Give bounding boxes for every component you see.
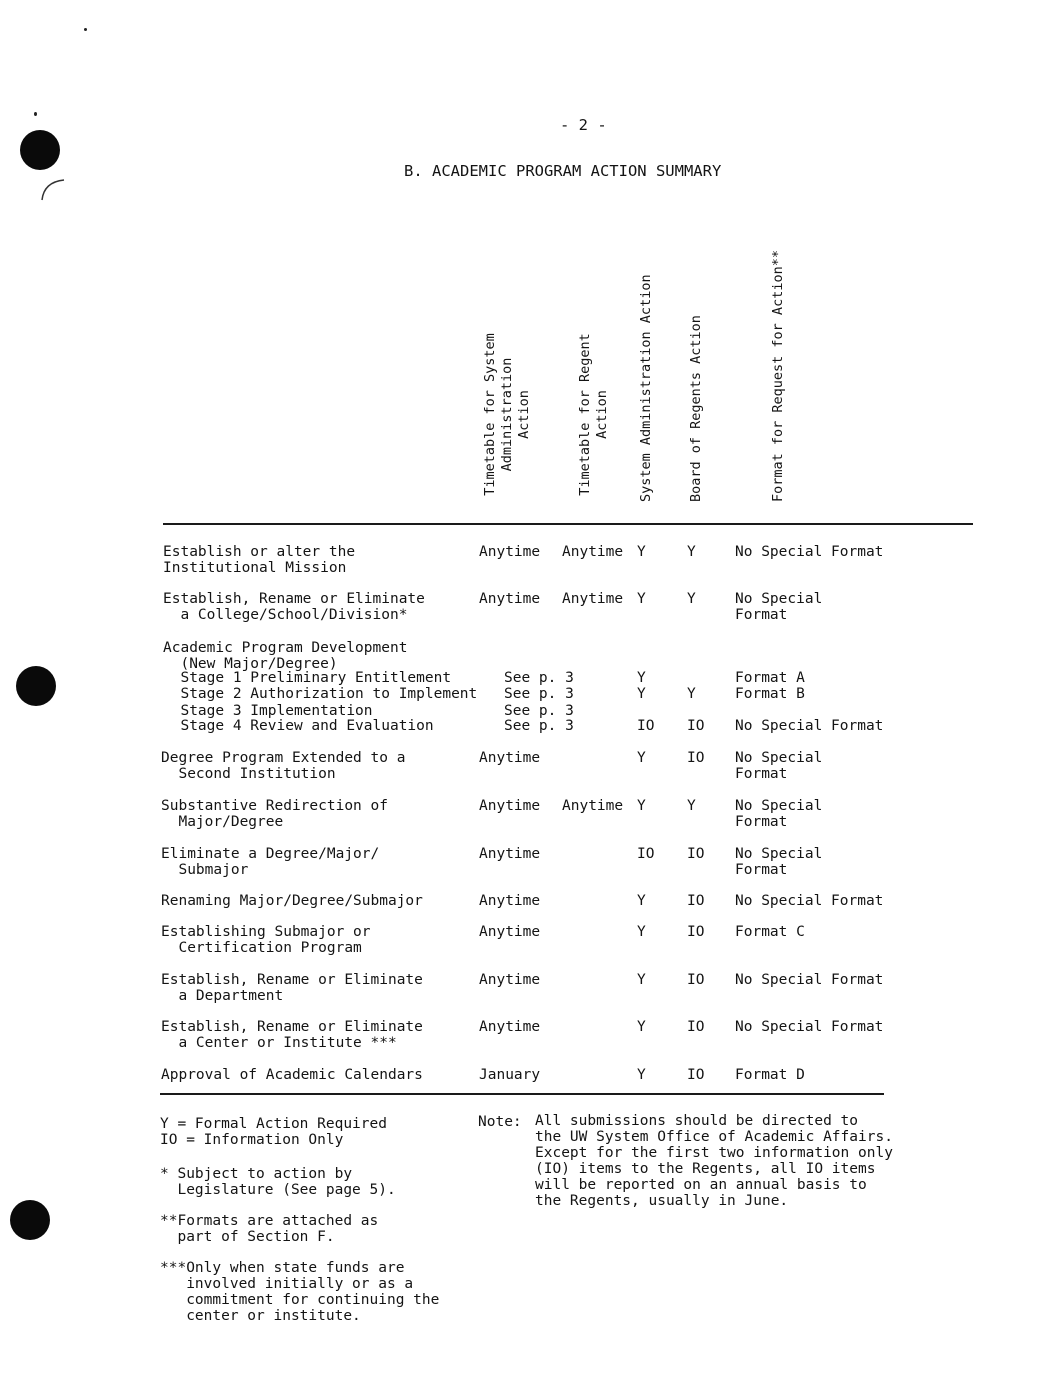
scan-mark: [40, 172, 70, 202]
format-cell: Format B: [735, 686, 805, 702]
timetable-regent-cell: Anytime: [562, 798, 624, 814]
note-label: Note:: [478, 1114, 522, 1130]
row-label: Establish, Rename or Eliminate a College/School/Division*: [163, 591, 425, 623]
page-number: - 2 -: [560, 116, 607, 134]
timetable-system-cell: Anytime: [479, 544, 541, 560]
regents-action-cell: IO: [687, 750, 705, 766]
row-label: Renaming Major/Degree/Submajor: [161, 893, 423, 909]
system-action-cell: Y: [637, 544, 646, 560]
regents-action-cell: IO: [687, 972, 705, 988]
regents-action-cell: IO: [687, 1019, 705, 1035]
regents-action-cell: Y: [687, 798, 696, 814]
footnote-single-star: * Subject to action by Legislature (See page 5).: [160, 1166, 396, 1198]
system-action-cell: Y: [637, 893, 646, 909]
timetable-system-cell: Anytime: [479, 1019, 541, 1035]
format-cell: No Special Format: [735, 798, 823, 830]
system-action-cell: Y: [637, 1067, 646, 1083]
legend-y-io: Y = Formal Action Required IO = Information Only: [160, 1116, 387, 1148]
regents-action-cell: IO: [687, 846, 705, 862]
scan-speck: [34, 112, 37, 116]
format-cell: No Special Format: [735, 544, 884, 560]
row-label: Stage 2 Authorization to Implement: [163, 686, 478, 702]
regents-action-cell: IO: [687, 718, 705, 734]
row-label: Approval of Academic Calendars: [161, 1067, 423, 1083]
col-header-format: Format for Request for Action**: [770, 250, 786, 502]
format-cell: Format D: [735, 1067, 805, 1083]
row-label: Stage 3 Implementation: [163, 703, 373, 719]
row-label: Substantive Redirection of Major/Degree: [161, 798, 388, 830]
timetable-system-cell: See p. 3: [504, 703, 574, 719]
format-cell: No Special Format: [735, 893, 884, 909]
timetable-system-cell: See p. 3: [504, 718, 574, 734]
timetable-system-cell: Anytime: [479, 591, 541, 607]
system-action-cell: Y: [637, 972, 646, 988]
system-action-cell: Y: [637, 591, 646, 607]
system-action-cell: Y: [637, 798, 646, 814]
col-header-regents-action: Board of Regents Action: [688, 315, 704, 502]
note-text: All submissions should be directed to the UW System Office of Academic Affairs. Except for the first two information only (IO) items to the Regents, all IO items will be reported on an annual basis to the Regents, usually in June.: [535, 1113, 893, 1209]
regents-action-cell: Y: [687, 591, 696, 607]
row-label: Establish, Rename or Eliminate a Center or Institute ***: [161, 1019, 423, 1051]
footnote-double-star: **Formats are attached as part of Section F.: [160, 1213, 379, 1245]
format-cell: Format C: [735, 924, 805, 940]
timetable-system-cell: Anytime: [479, 846, 541, 862]
table-bottom-rule: [160, 1093, 884, 1095]
system-action-cell: Y: [637, 670, 646, 686]
col-header-system-action: System Administration Action: [638, 274, 654, 502]
system-action-cell: IO: [637, 718, 655, 734]
timetable-system-cell: January: [479, 1067, 541, 1083]
timetable-system-cell: Anytime: [479, 893, 541, 909]
system-action-cell: Y: [637, 1019, 646, 1035]
format-cell: No Special Format: [735, 750, 823, 782]
row-label: Establish, Rename or Eliminate a Department: [161, 972, 423, 1004]
regents-action-cell: IO: [687, 893, 705, 909]
format-cell: No Special Format: [735, 591, 823, 623]
timetable-system-cell: Anytime: [479, 972, 541, 988]
timetable-regent-cell: Anytime: [562, 591, 624, 607]
regents-action-cell: IO: [687, 924, 705, 940]
format-cell: Format A: [735, 670, 805, 686]
system-action-cell: IO: [637, 846, 655, 862]
table-top-rule: [163, 523, 973, 525]
system-action-cell: Y: [637, 750, 646, 766]
footnote-triple-star: ***Only when state funds are involved initially or as a commitment for continuing the center or institute.: [160, 1260, 440, 1324]
row-label: Establishing Submajor or Certification Program: [161, 924, 371, 956]
row-label: Stage 1 Preliminary Entitlement: [163, 670, 452, 686]
timetable-system-cell: Anytime: [479, 798, 541, 814]
format-cell: No Special Format: [735, 972, 884, 988]
timetable-system-cell: Anytime: [479, 750, 541, 766]
row-label: Academic Program Development (New Major/Degree): [163, 640, 408, 672]
timetable-system-cell: See p. 3: [504, 686, 574, 702]
page-title: B. ACADEMIC PROGRAM ACTION SUMMARY: [404, 162, 722, 180]
row-label: Establish or alter the Institutional Mission: [163, 544, 356, 576]
format-cell: No Special Format: [735, 1019, 884, 1035]
punch-hole-bottom: [10, 1200, 50, 1240]
regents-action-cell: Y: [687, 686, 696, 702]
regents-action-cell: Y: [687, 544, 696, 560]
format-cell: No Special Format: [735, 846, 823, 878]
timetable-regent-cell: Anytime: [562, 544, 624, 560]
col-header-timetable-regent: Timetable for Regent Action: [577, 333, 610, 496]
punch-hole-middle: [16, 666, 56, 706]
system-action-cell: Y: [637, 924, 646, 940]
format-cell: No Special Format: [735, 718, 884, 734]
col-header-timetable-system: Timetable for System Administration Action: [482, 333, 532, 496]
row-label: Stage 4 Review and Evaluation: [163, 718, 434, 734]
regents-action-cell: IO: [687, 1067, 705, 1083]
punch-hole-top: [20, 130, 60, 170]
system-action-cell: Y: [637, 686, 646, 702]
scan-speck: [84, 28, 87, 31]
timetable-system-cell: Anytime: [479, 924, 541, 940]
row-label: Eliminate a Degree/Major/ Submajor: [161, 846, 380, 878]
timetable-system-cell: See p. 3: [504, 670, 574, 686]
row-label: Degree Program Extended to a Second Institution: [161, 750, 406, 782]
